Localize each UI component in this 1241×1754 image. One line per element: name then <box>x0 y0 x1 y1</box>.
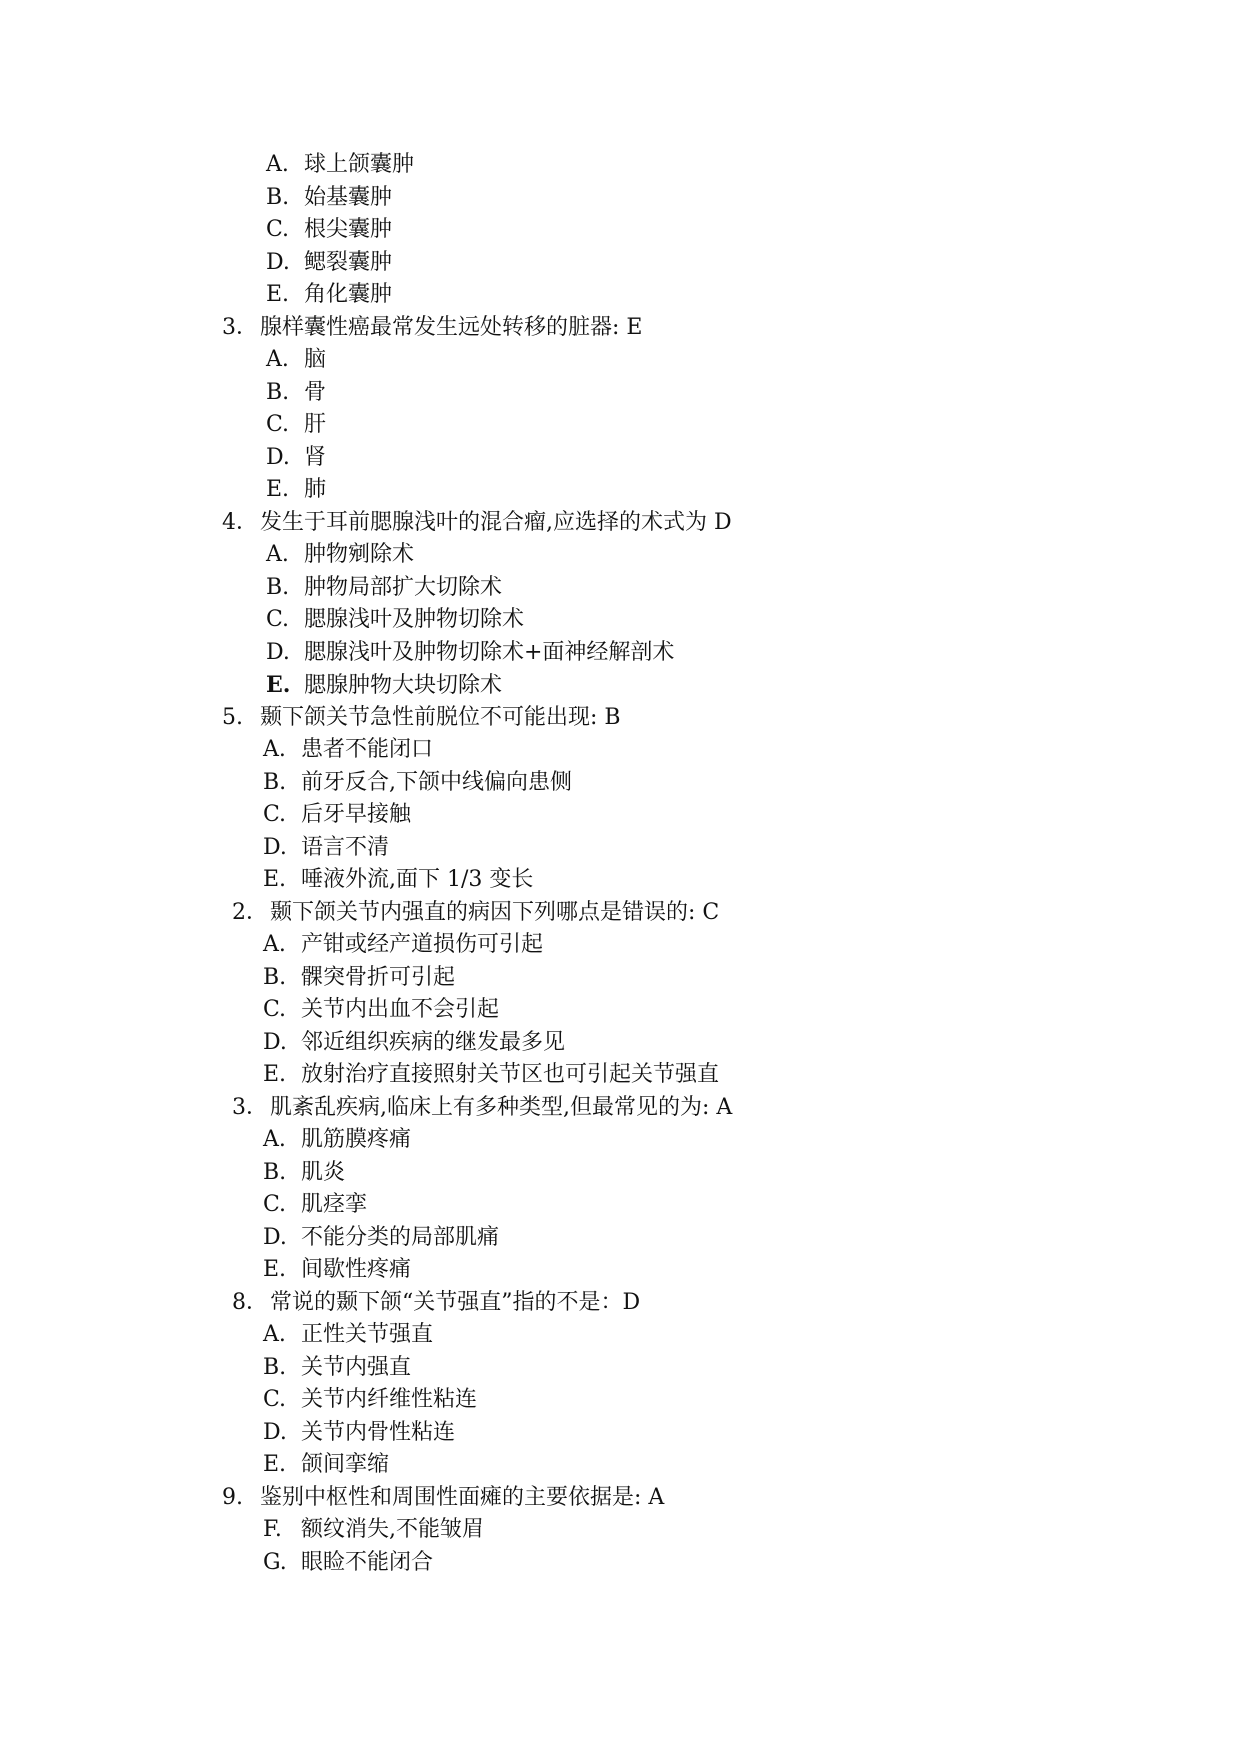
option-line: D. 肾 <box>266 445 327 470</box>
option-line: D. 邻近组织疾病的继发最多见 <box>263 1030 566 1055</box>
option-line: C. 关节内纤维性粘连 <box>263 1387 478 1412</box>
option-line: C. 关节内出血不会引起 <box>263 997 500 1022</box>
option-line: E. 间歇性疼痛 <box>263 1257 412 1282</box>
question-line: 9. 鉴别中枢性和周围性面瘫的主要依据是: A <box>222 1485 665 1510</box>
option-line: B. 肌炎 <box>263 1160 346 1185</box>
option-line: F. 额纹消失,不能皱眉 <box>263 1517 484 1542</box>
option-line: B. 肿物局部扩大切除术 <box>266 575 503 600</box>
option-line: E. 腮腺肿物大块切除术 <box>266 672 503 698</box>
option-line: D. 语言不清 <box>263 835 390 860</box>
option-line: A. 产钳或经产道损伤可引起 <box>263 932 544 957</box>
question-line: 3．肌紊乱疾病,临床上有多种类型,但最常见的为: A <box>232 1095 733 1120</box>
option-line: E. 唾液外流,面下 1/3 变长 <box>263 867 534 892</box>
option-line: A. 肌筋膜疼痛 <box>263 1127 412 1152</box>
option-line: E. 放射治疗直接照射关节区也可引起关节强直 <box>263 1062 720 1087</box>
option-line: B. 骨 <box>266 380 327 405</box>
option-line: A. 正性关节强直 <box>263 1322 434 1347</box>
option-line: D. 关节内骨性粘连 <box>263 1420 456 1445</box>
option-line: G. 眼睑不能闭合 <box>263 1550 434 1575</box>
option-line: D. 鳃裂囊肿 <box>266 250 393 275</box>
option-line: B. 关节内强直 <box>263 1355 412 1380</box>
option-line: A. 肿物剜除术 <box>266 542 415 567</box>
option-line: C. 肌痉挛 <box>263 1192 368 1217</box>
option-line: C. 后牙早接触 <box>263 802 412 827</box>
option-line: E. 颌间挛缩 <box>263 1452 390 1477</box>
option-line: D. 不能分类的局部肌痛 <box>263 1225 500 1250</box>
option-line: C. 根尖囊肿 <box>266 217 393 242</box>
option-line: C. 肝 <box>266 412 327 437</box>
option-line: E. 肺 <box>266 477 327 502</box>
option-line: B. 髁突骨折可引起 <box>263 965 456 990</box>
question-line: 3．腺样囊性癌最常发生远处转移的脏器: E <box>222 315 643 340</box>
option-line: B. 前牙反合,下颌中线偏向患侧 <box>263 770 572 795</box>
option-line: A. 脑 <box>266 347 327 372</box>
option-line: E. 角化囊肿 <box>266 282 393 307</box>
option-line: C. 腮腺浅叶及肿物切除术 <box>266 607 525 632</box>
question-line: 5. 颞下颌关节急性前脱位不可能出现: B <box>222 705 621 730</box>
option-line: B. 始基囊肿 <box>266 185 393 210</box>
question-line: 4．发生于耳前腮腺浅叶的混合瘤,应选择的术式为 D <box>222 510 732 535</box>
question-line: 2．颞下颌关节内强直的病因下列哪点是错误的: C <box>232 900 720 925</box>
option-line: D. 腮腺浅叶及肿物切除术+面神经解剖术 <box>266 640 675 665</box>
question-line: 8．常说的颞下颌“关节强直”指的不是：D <box>232 1290 641 1315</box>
option-line: A. 球上颌囊肿 <box>266 152 415 177</box>
option-line: A. 患者不能闭口 <box>263 737 434 762</box>
